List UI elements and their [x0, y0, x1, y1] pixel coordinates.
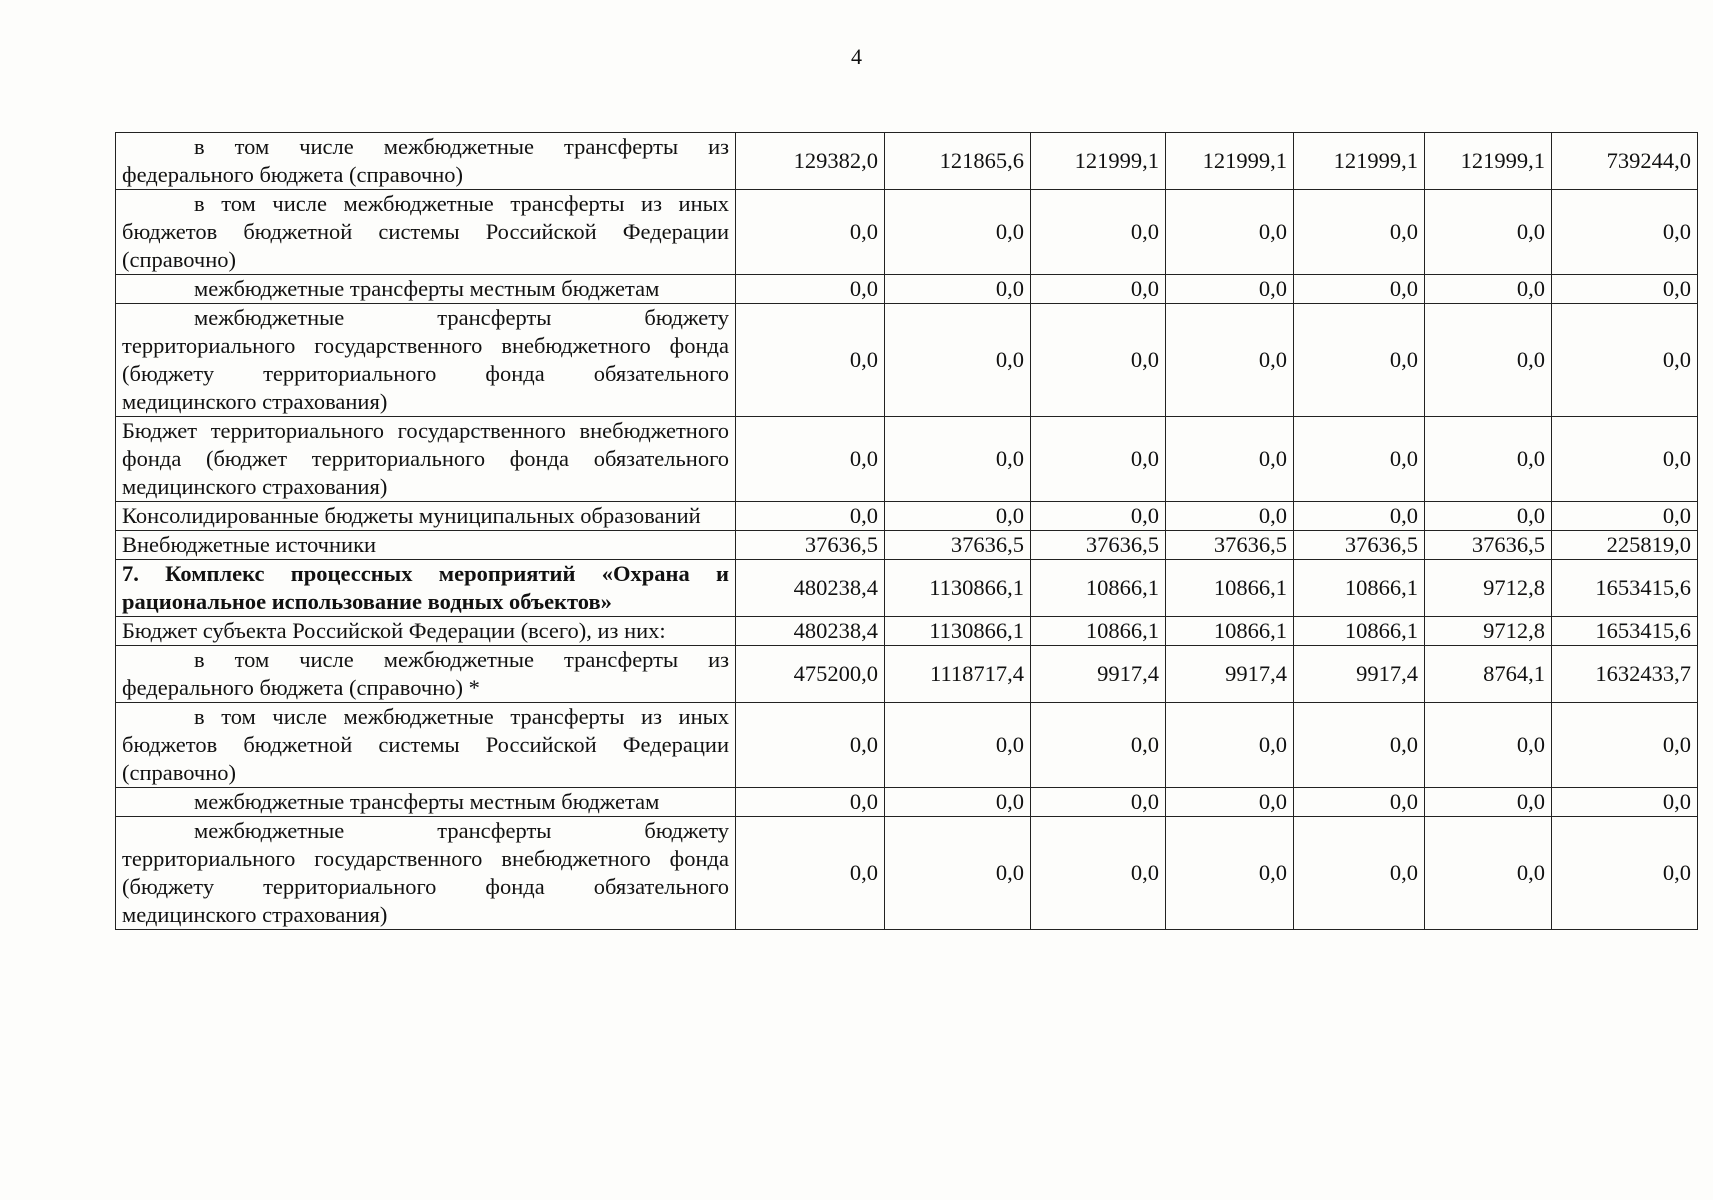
row-label: межбюджетные трансферты местным бюджетам	[116, 788, 736, 817]
budget-table-body	[116, 133, 1698, 930]
table-row	[116, 275, 1698, 304]
value-cell: 0,0	[885, 190, 1031, 275]
table-row	[116, 646, 1698, 703]
row-total-cell: 0,0	[1552, 703, 1698, 788]
value-cell: 0,0	[1425, 502, 1552, 531]
value-cell: 0,0	[1166, 703, 1294, 788]
table-row	[116, 788, 1698, 817]
value-cell: 0,0	[1031, 275, 1166, 304]
value-cell: 37636,5	[885, 531, 1031, 560]
value-cell: 8764,1	[1425, 646, 1552, 703]
value-cell: 9917,4	[1166, 646, 1294, 703]
value-cell: 0,0	[736, 703, 885, 788]
value-cell: 0,0	[1294, 417, 1425, 502]
value-cell: 0,0	[1031, 788, 1166, 817]
row-total-cell: 0,0	[1552, 502, 1698, 531]
value-cell: 10866,1	[1294, 560, 1425, 617]
value-cell: 0,0	[1166, 417, 1294, 502]
value-cell: 0,0	[1031, 817, 1166, 930]
value-cell: 0,0	[1166, 817, 1294, 930]
value-cell: 10866,1	[1166, 560, 1294, 617]
row-total-cell: 0,0	[1552, 190, 1698, 275]
row-total-cell: 1632433,7	[1552, 646, 1698, 703]
table-row	[116, 703, 1698, 788]
table-row	[116, 531, 1698, 560]
value-cell: 480238,4	[736, 617, 885, 646]
value-cell: 0,0	[1294, 190, 1425, 275]
row-total-cell: 739244,0	[1552, 133, 1698, 190]
table-row	[116, 817, 1698, 930]
value-cell: 0,0	[1031, 190, 1166, 275]
value-cell: 1118717,4	[885, 646, 1031, 703]
value-cell: 0,0	[1166, 788, 1294, 817]
value-cell: 0,0	[885, 788, 1031, 817]
row-total-cell: 0,0	[1552, 788, 1698, 817]
row-label: в том числе межбюджетные трансферты из федерального бюджета (справочно)	[116, 133, 736, 190]
row-label: межбюджетные трансферты местным бюджетам	[116, 275, 736, 304]
value-cell: 0,0	[1425, 190, 1552, 275]
table-row	[116, 304, 1698, 417]
value-cell: 0,0	[1294, 502, 1425, 531]
value-cell: 480238,4	[736, 560, 885, 617]
value-cell: 10866,1	[1166, 617, 1294, 646]
value-cell: 0,0	[885, 275, 1031, 304]
value-cell: 0,0	[1425, 275, 1552, 304]
value-cell: 0,0	[1425, 417, 1552, 502]
row-label: в том числе межбюджетные трансферты из федерального бюджета (справочно) *	[116, 646, 736, 703]
row-label: 7. Комплекс процессных мероприятий «Охрана и рациональное использование водных объектов»	[116, 560, 736, 617]
row-total-cell: 1653415,6	[1552, 560, 1698, 617]
value-cell: 121999,1	[1294, 133, 1425, 190]
row-label: в том числе межбюджетные трансферты из иных бюджетов бюджетной системы Российской Федерации (справочно)	[116, 703, 736, 788]
row-label: в том числе межбюджетные трансферты из иных бюджетов бюджетной системы Российской Федерации (справочно)	[116, 190, 736, 275]
value-cell: 0,0	[1425, 304, 1552, 417]
value-cell: 121865,6	[885, 133, 1031, 190]
value-cell: 0,0	[736, 417, 885, 502]
table-row	[116, 190, 1698, 275]
value-cell: 475200,0	[736, 646, 885, 703]
value-cell: 1130866,1	[885, 560, 1031, 617]
value-cell: 10866,1	[1031, 617, 1166, 646]
table-row	[116, 617, 1698, 646]
value-cell: 10866,1	[1294, 617, 1425, 646]
value-cell: 0,0	[1294, 703, 1425, 788]
table-row	[116, 560, 1698, 617]
value-cell: 0,0	[736, 788, 885, 817]
value-cell: 0,0	[1031, 502, 1166, 531]
row-label: Бюджет территориального государственного внебюджетного фонда (бюджет территориального фонда обязательного медицинского страхования)	[116, 417, 736, 502]
value-cell: 9917,4	[1294, 646, 1425, 703]
budget-table	[115, 132, 1698, 930]
value-cell: 0,0	[736, 190, 885, 275]
value-cell: 121999,1	[1166, 133, 1294, 190]
value-cell: 0,0	[1031, 417, 1166, 502]
value-cell: 1130866,1	[885, 617, 1031, 646]
table-row	[116, 417, 1698, 502]
value-cell: 0,0	[1294, 275, 1425, 304]
value-cell: 0,0	[1294, 788, 1425, 817]
value-cell: 0,0	[885, 703, 1031, 788]
table-row	[116, 502, 1698, 531]
value-cell: 9712,8	[1425, 560, 1552, 617]
value-cell: 9917,4	[1031, 646, 1166, 703]
value-cell: 0,0	[736, 304, 885, 417]
row-label: межбюджетные трансферты бюджету территориального государственного внебюджетного фонда (бюджету территориального фонда обязательного медицинского страхования)	[116, 817, 736, 930]
value-cell: 0,0	[1166, 190, 1294, 275]
value-cell: 0,0	[1425, 703, 1552, 788]
value-cell: 10866,1	[1031, 560, 1166, 617]
value-cell: 0,0	[885, 304, 1031, 417]
value-cell: 37636,5	[1425, 531, 1552, 560]
value-cell: 0,0	[1031, 703, 1166, 788]
row-total-cell: 0,0	[1552, 275, 1698, 304]
value-cell: 129382,0	[736, 133, 885, 190]
value-cell: 0,0	[1425, 788, 1552, 817]
value-cell: 0,0	[885, 417, 1031, 502]
value-cell: 121999,1	[1031, 133, 1166, 190]
row-total-cell: 0,0	[1552, 417, 1698, 502]
value-cell: 0,0	[1031, 304, 1166, 417]
value-cell: 0,0	[736, 817, 885, 930]
row-total-cell: 225819,0	[1552, 531, 1698, 560]
row-label: межбюджетные трансферты бюджету территориального государственного внебюджетного фонда (бюджету территориального фонда обязательного медицинского страхования)	[116, 304, 736, 417]
value-cell: 37636,5	[736, 531, 885, 560]
value-cell: 0,0	[1166, 502, 1294, 531]
value-cell: 0,0	[1425, 817, 1552, 930]
value-cell: 0,0	[885, 817, 1031, 930]
value-cell: 0,0	[736, 275, 885, 304]
row-label: Консолидированные бюджеты муниципальных образований	[116, 502, 736, 531]
value-cell: 0,0	[1294, 817, 1425, 930]
value-cell: 0,0	[1166, 275, 1294, 304]
value-cell: 0,0	[885, 502, 1031, 531]
row-total-cell: 0,0	[1552, 304, 1698, 417]
value-cell: 37636,5	[1294, 531, 1425, 560]
value-cell: 0,0	[736, 502, 885, 531]
table-row	[116, 133, 1698, 190]
row-label: Внебюджетные источники	[116, 531, 736, 560]
value-cell: 121999,1	[1425, 133, 1552, 190]
row-label: Бюджет субъекта Российской Федерации (всего), из них:	[116, 617, 736, 646]
value-cell: 37636,5	[1031, 531, 1166, 560]
value-cell: 0,0	[1166, 304, 1294, 417]
value-cell: 37636,5	[1166, 531, 1294, 560]
row-total-cell: 1653415,6	[1552, 617, 1698, 646]
value-cell: 9712,8	[1425, 617, 1552, 646]
row-total-cell: 0,0	[1552, 817, 1698, 930]
value-cell: 0,0	[1294, 304, 1425, 417]
page-number: 4	[851, 44, 862, 69]
